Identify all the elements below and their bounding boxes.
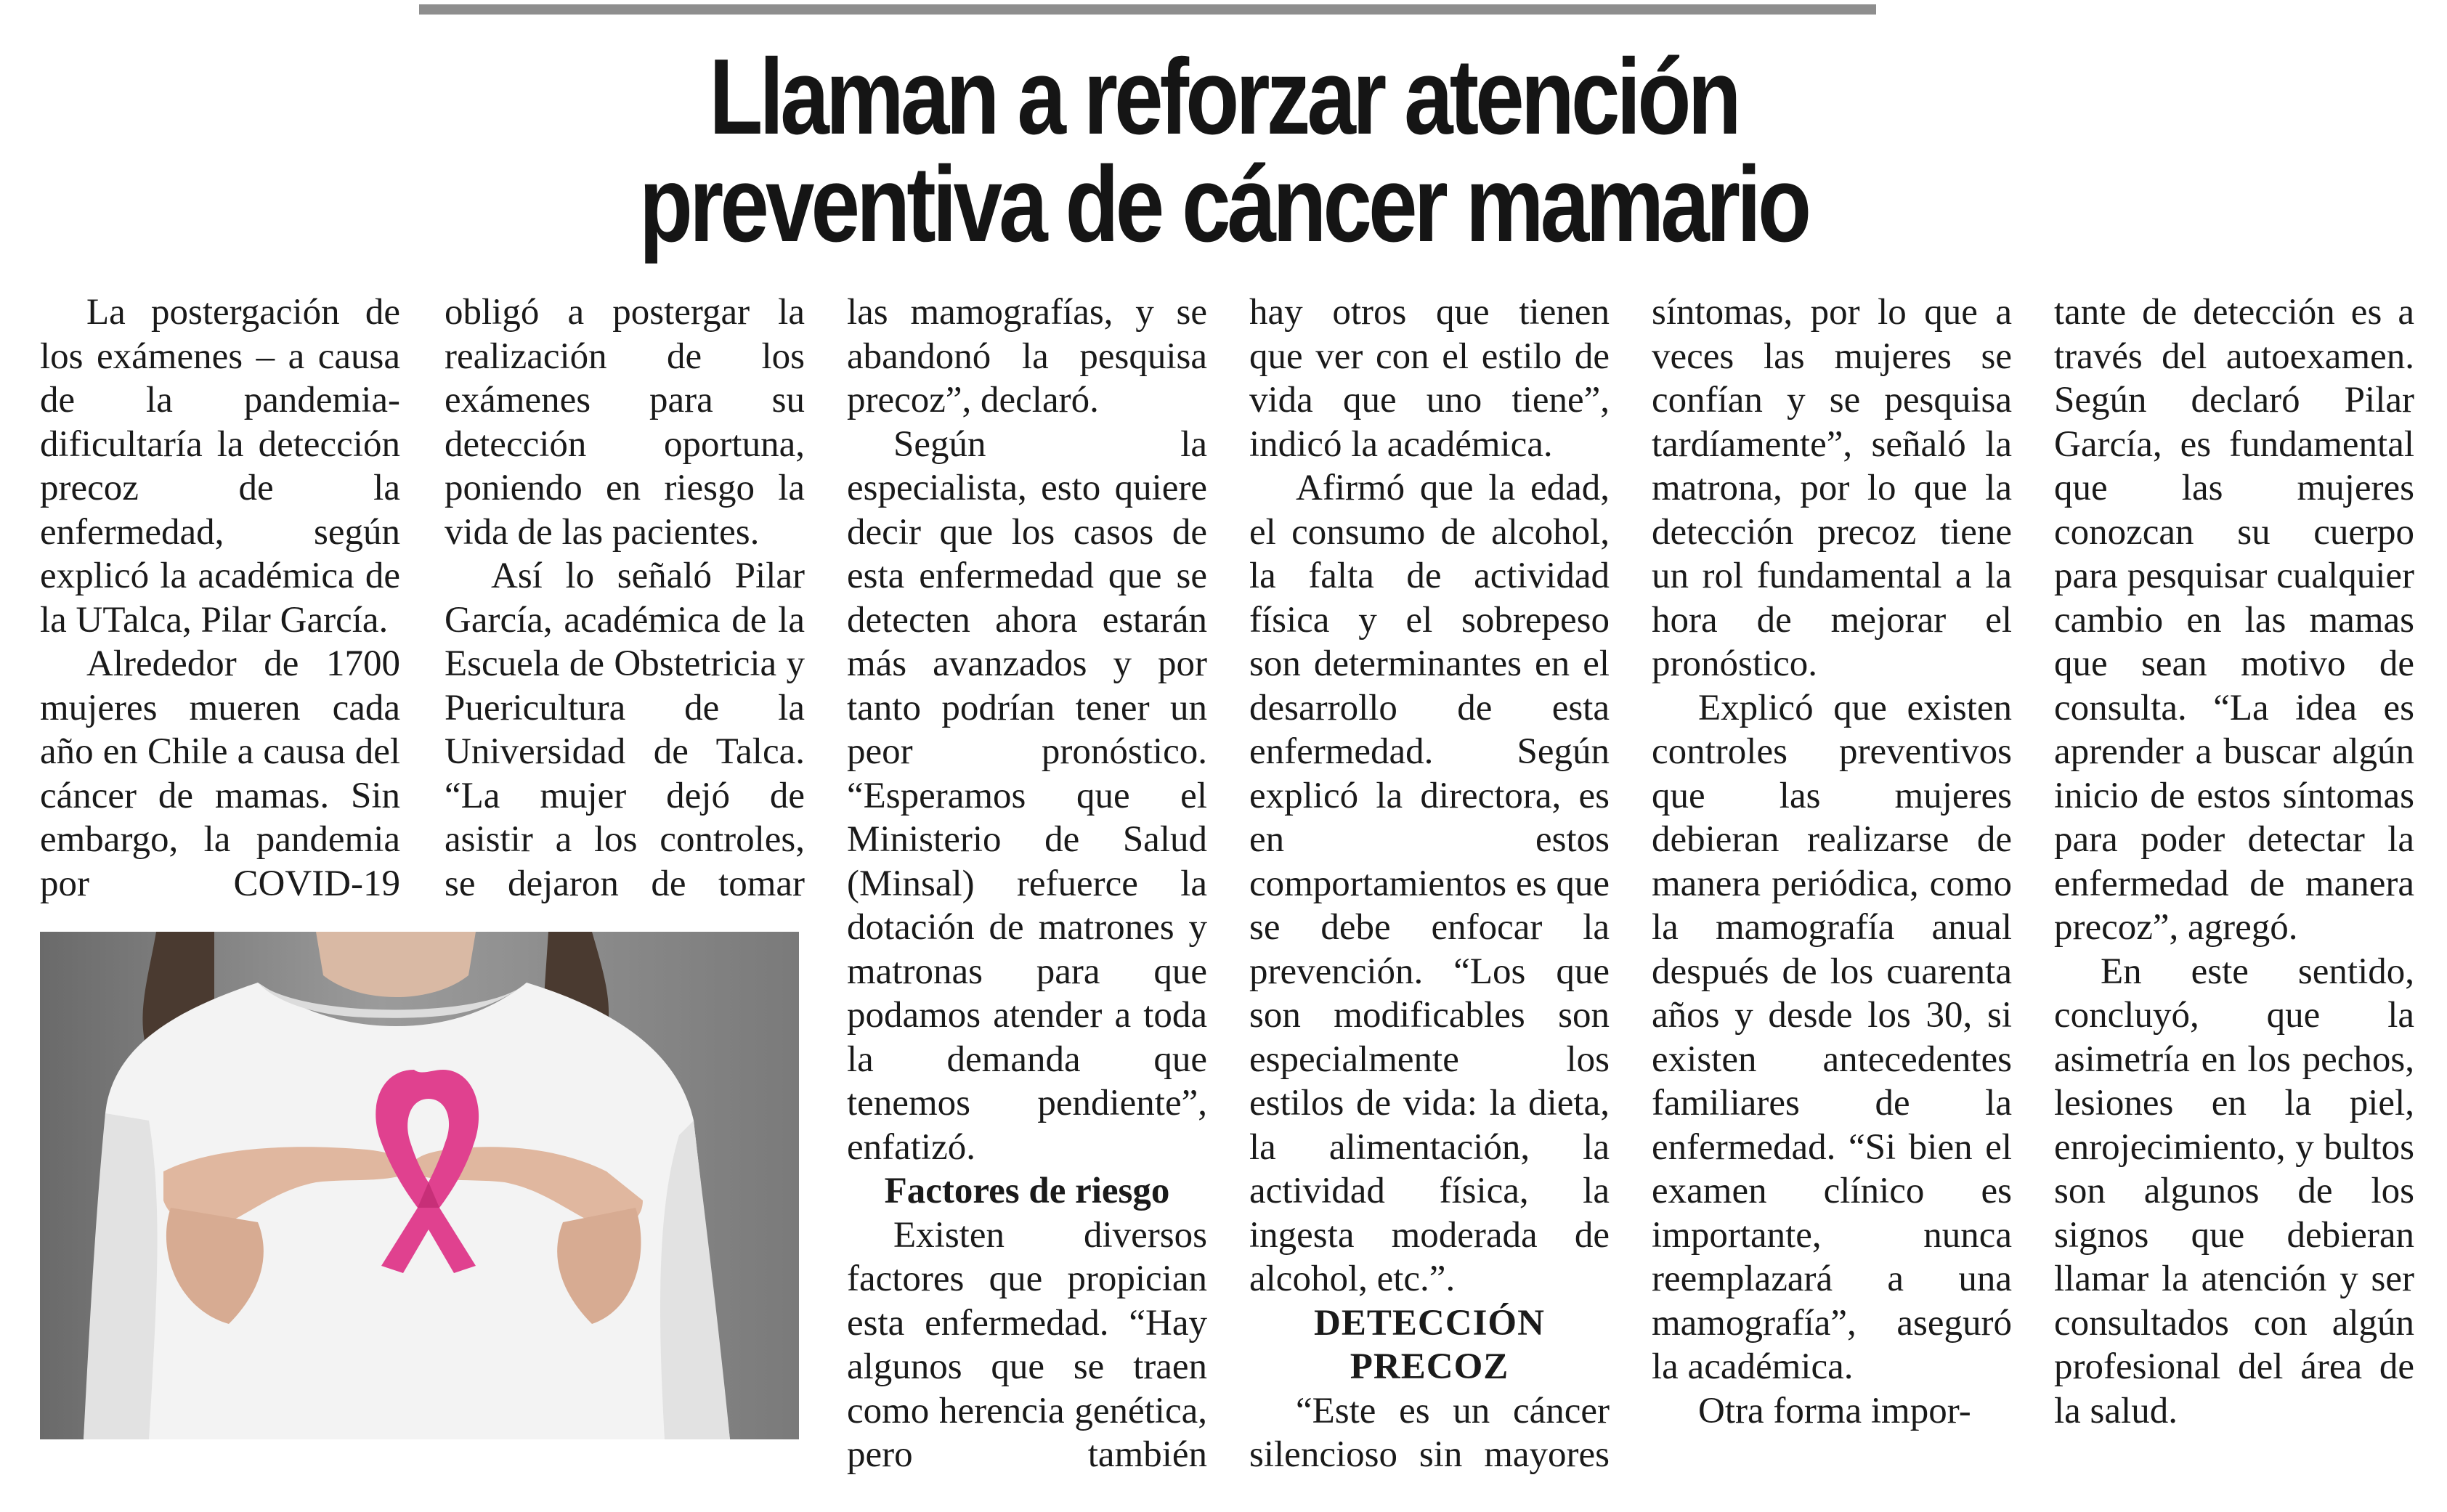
- paragraph: Alrededor de 1700 mujeres mueren cada año en Chile a causa del cáncer de mamas. Sin embargo, la pandemia por COVID-19: [40, 643, 400, 904]
- headline-line-2: preventiva de cáncer mamario: [638, 145, 1809, 264]
- article-column-1: [40, 290, 400, 906]
- article-column-4: [1249, 290, 1610, 1477]
- article-column-2: [445, 290, 805, 906]
- paragraph: Existen diversos factores que propician esta enfermedad. “Hay algunos que se traen como herencia genética, pero también: [847, 1214, 1207, 1475]
- article-column-6: [2054, 290, 2414, 1433]
- section-subhead: DETECCIÓN: [1314, 1302, 1545, 1344]
- pink-ribbon-photo: [40, 932, 799, 1439]
- paragraph: tante de detección es a través del autoexamen. Según declaró Pilar García, es fundamental que las mujeres conozcan su cuerpo para pesquisar cualquier cambio en las mamas que sean motivo de consulta. “La idea es aprender a buscar algún inicio de estos síntomas para poder detectar la enfermedad de manera precoz”, agregó.: [2054, 292, 2414, 948]
- paragraph: En este sentido, concluyó, que la asimetría en los pechos, lesiones en la piel, enrojecimiento, y bultos son algunos de los signos que debieran llamar la atención y ser consultados con algún profesional del área de la salud.: [2054, 951, 2414, 1431]
- paragraph: obligó a postergar la realización de los exámenes para su detección oportuna, poniendo en riesgo la vida de las pacientes.: [445, 292, 805, 553]
- paragraph: Explicó que existen controles preventivos que las mujeres debieran realizarse de manera periódica, como la mamografía anual después de los cuarenta años y desde los 30, si existen antecedentes familiares de la enfermedad. “Si bien el examen clínico es importante, nunca reemplazará a una mamografía”, aseguró la académica.: [1652, 687, 2012, 1387]
- paragraph: hay otros que tienen que ver con el estilo de vida que uno tiene”, indicó la académica.: [1249, 292, 1610, 465]
- paragraph: las mamografías, y se abandonó la pesquisa precoz”, declaró.: [847, 292, 1207, 420]
- article-photo: [40, 932, 799, 1439]
- headline: [220, 37, 2227, 264]
- paragraph: Otra forma impor-: [1698, 1390, 1971, 1431]
- paragraph: Afirmó que la edad, el consumo de alcohol, la falta de actividad física y el sobrepeso son determinantes en el desarrollo de esta enfermedad. Según explicó la directora, es en estos comportamientos es que se debe enfocar la prevención. “Los que son modificables son especialmente los estilos de vida: la dieta, la alimentación, la actividad física, la ingesta moderada de alcohol, etc.”.: [1249, 468, 1610, 1299]
- section-subhead: PRECOZ: [1350, 1346, 1509, 1387]
- section-subhead: Factores de riesgo: [884, 1171, 1170, 1211]
- paragraph: Así lo señaló Pilar García, académica de la Escuela de Obstetricia y Puericultura de la Universidad de Talca. “La mujer dejó de asistir a los controles, se dejaron de tomar: [445, 556, 805, 904]
- article-column-5: [1652, 290, 2012, 1433]
- paragraph: Según la especialista, esto quiere decir que los casos de esta enfermedad que se detecten ahora estarán más avanzados y por tanto podrían tener un peor pronóstico. “Esperamos que el Ministerio de Salud (Minsal) refuerce la dotación de matrones y matronas para que podamos atender a toda la demanda que tenemos pendiente”, enfatizó.: [847, 423, 1207, 1168]
- top-rule: [419, 4, 1876, 15]
- paragraph: La postergación de los exámenes – a causa de la pandemia- dificultaría la detección precoz de la enfermedad, según explicó la académica de la UTalca, Pilar García.: [40, 292, 400, 641]
- headline-line-1: Llaman a reforzar atención: [709, 37, 1738, 157]
- paragraph: “Este es un cáncer silencioso sin mayores: [1249, 1390, 1610, 1475]
- paragraph: síntomas, por lo que a veces las mujeres se confían y se pesquisa tardíamente”, señaló la matrona, por lo que la detección precoz tiene un rol fundamental a la hora de mejorar el pronóstico.: [1652, 292, 2012, 684]
- article-column-3: [847, 290, 1207, 1477]
